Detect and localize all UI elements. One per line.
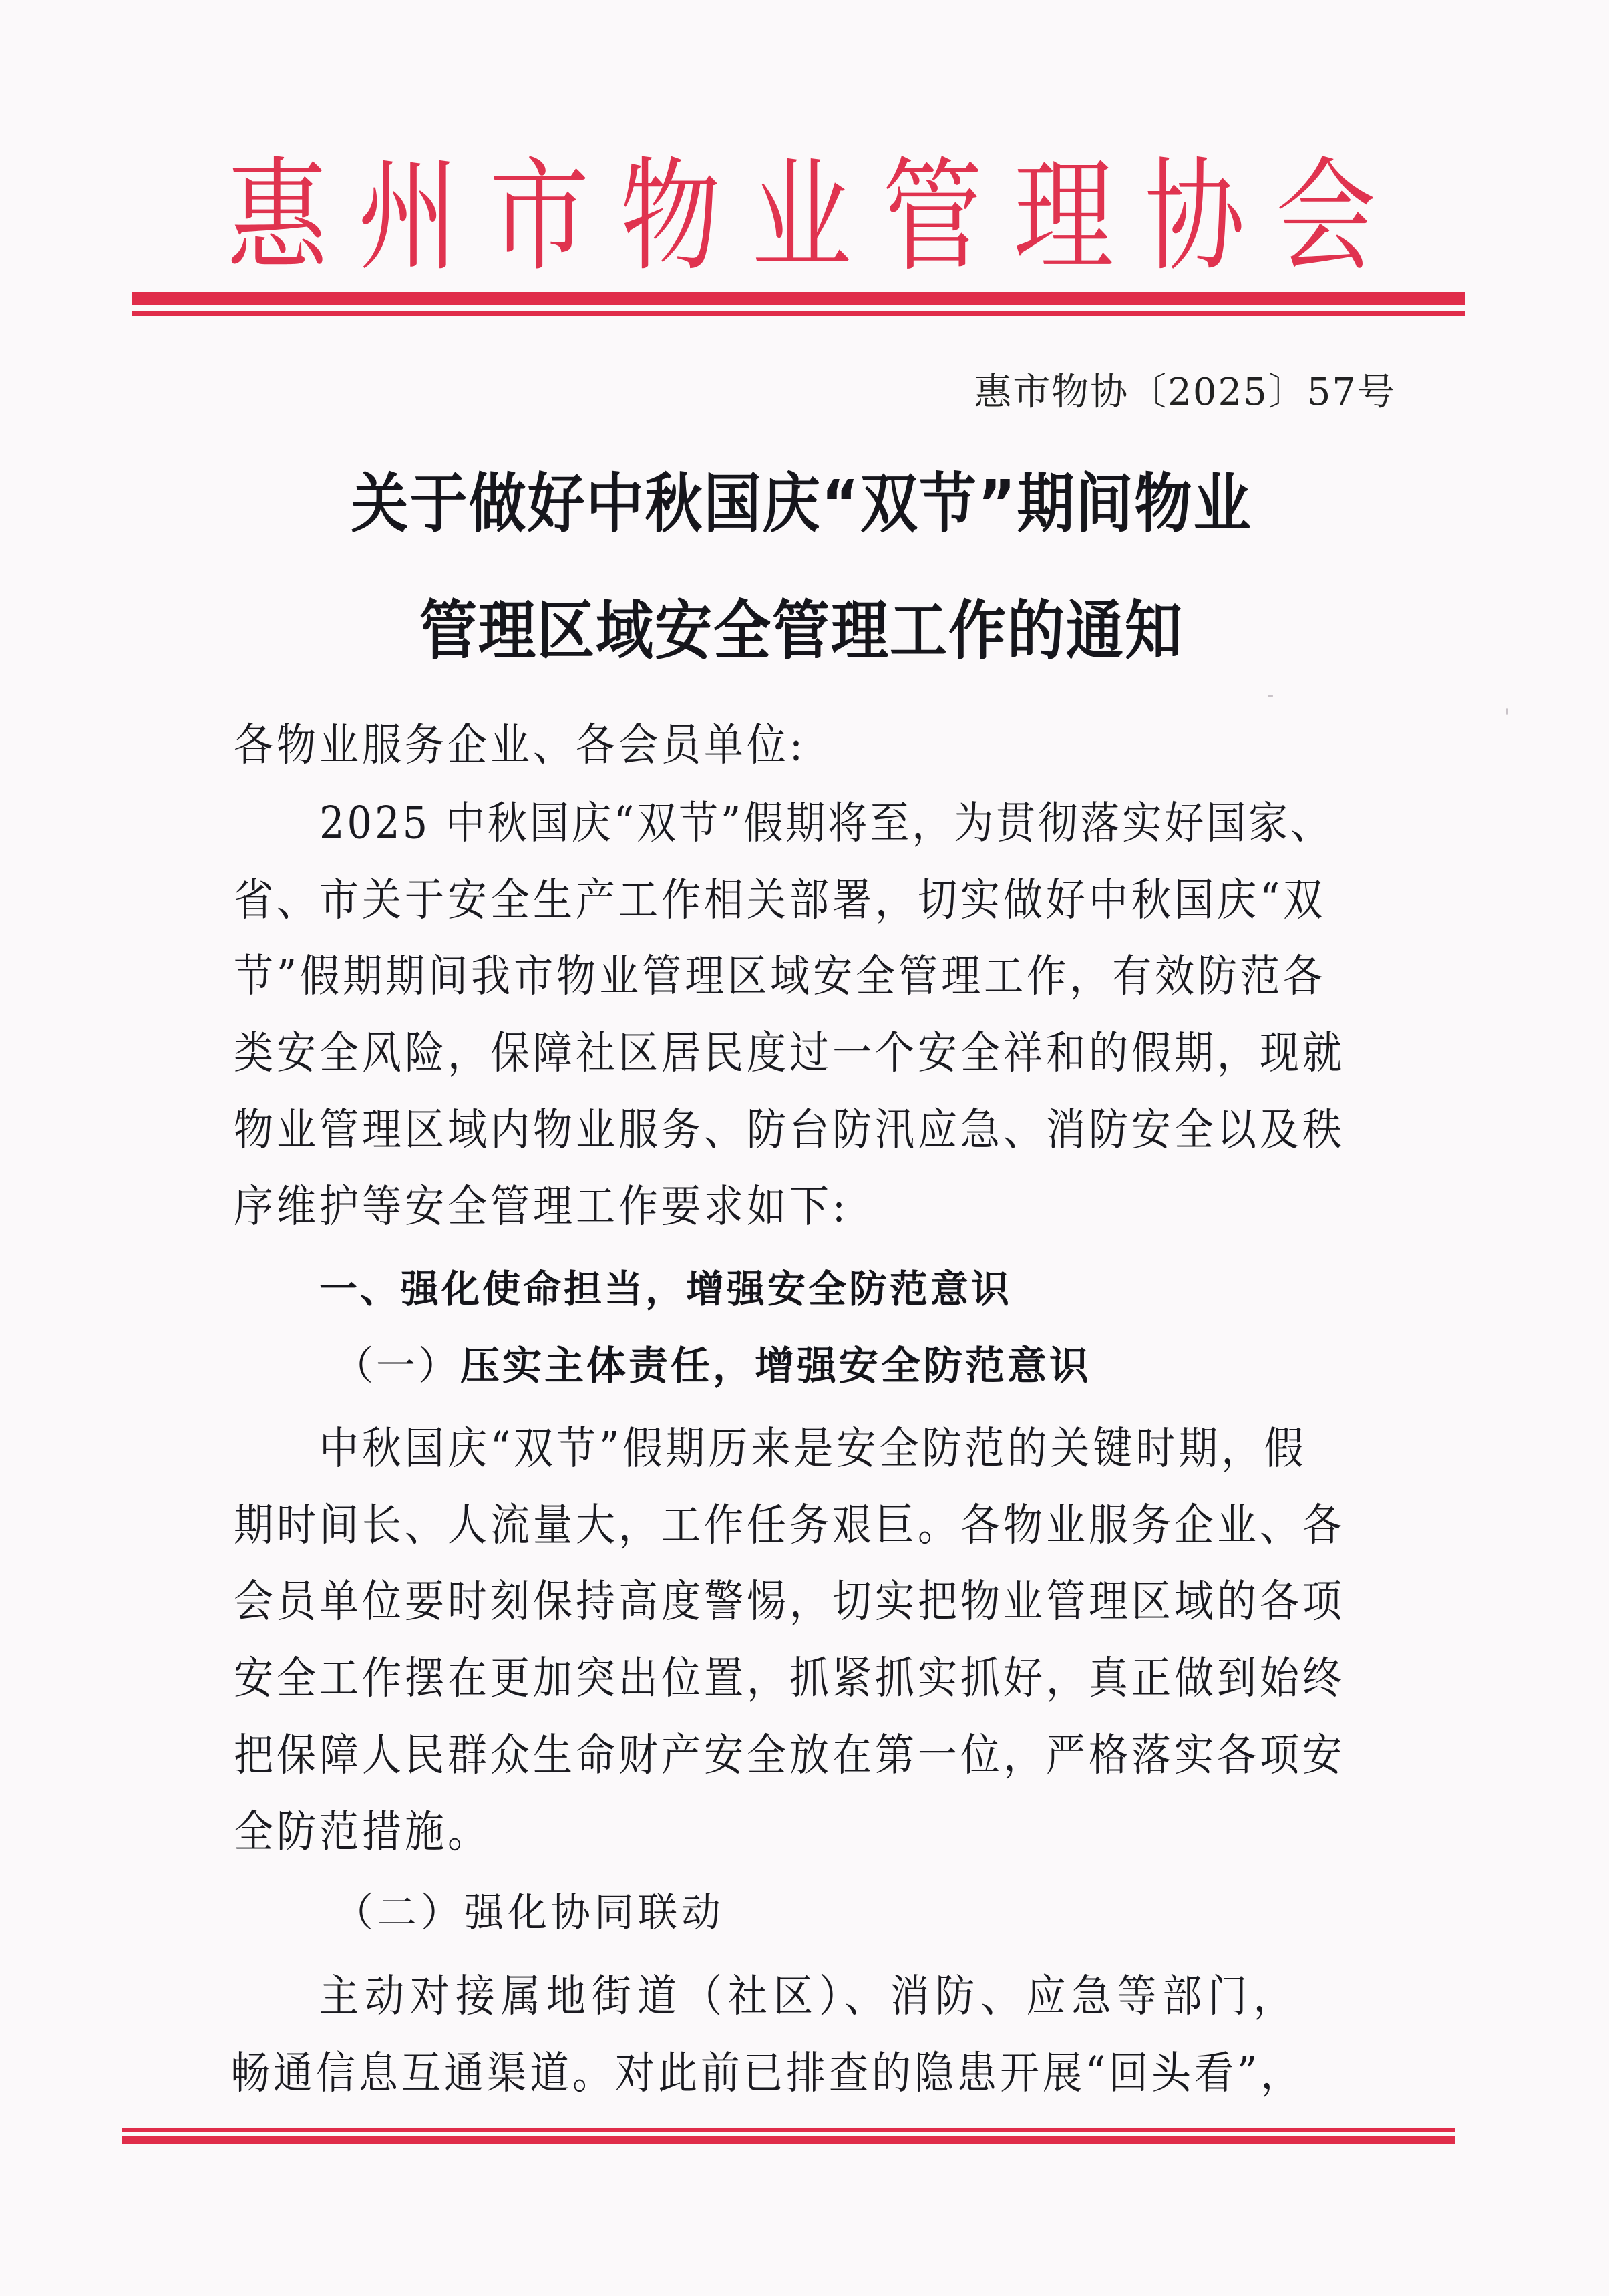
- intro-line: 物业管理区域内物业服务、防台防汛应急、消防安全以及秩: [234, 1103, 1346, 1156]
- letterhead-char: 州: [358, 146, 459, 289]
- scan-speck: [1268, 695, 1273, 697]
- subsection-heading: （二）强化协同联动: [334, 1889, 725, 1935]
- footer-rule-thick: [122, 2136, 1455, 2144]
- intro-line: 序维护等安全管理工作要求如下:: [234, 1180, 849, 1233]
- subsection-heading: [334, 1339, 1091, 1393]
- document-title-line-2: 管理区域安全管理工作的通知: [419, 594, 1184, 669]
- letterhead-char: 物: [620, 146, 721, 289]
- body-line: 中秋国庆“双节”假期历来是安全防范的关键时期，假: [319, 1422, 1307, 1474]
- letterhead-char: 会: [1275, 146, 1376, 289]
- intro-line: 类安全风险，保障社区居民度过一个安全祥和的假期，现就: [234, 1026, 1346, 1079]
- letterhead-char: 协: [1144, 146, 1245, 289]
- salutation: 各物业服务企业、各会员单位:: [234, 718, 806, 771]
- intro-line: 2025 中秋国庆“双节”假期将至，为贯彻落实好国家、: [319, 796, 1333, 849]
- body-line: 全防范措施。: [234, 1805, 491, 1858]
- intro-line: 节”假期期间我市物业管理区域安全管理工作，有效防范各: [234, 949, 1326, 1002]
- letterhead-char: 市: [489, 146, 590, 289]
- body-line: 把保障人民群众生命财产安全放在第一位，严格落实各项安: [234, 1728, 1346, 1781]
- body-line: 会员单位要时刻保持高度警惕，切实把物业管理区域的各项: [234, 1575, 1346, 1627]
- document-title-line-1: 关于做好中秋国庆“双节”期间物业: [351, 467, 1252, 542]
- letterhead-char: 管: [882, 146, 983, 289]
- letterhead-char: 业: [751, 146, 852, 289]
- body-line: 期时间长、人流量大，工作任务艰巨。各物业服务企业、各: [234, 1498, 1346, 1551]
- letterhead-title: [227, 146, 1376, 289]
- subsection-number: （一）: [334, 1343, 461, 1389]
- document-number: 惠市物协〔2025〕57号: [974, 371, 1396, 414]
- body-line: 畅通信息互通渠道。对此前已排查的隐患开展“回头看”，: [230, 2046, 1304, 2099]
- header-rule-thick: [132, 292, 1465, 305]
- header-rule-thin: [132, 311, 1465, 316]
- footer-rule-thin: [122, 2128, 1455, 2132]
- intro-line: 省、市关于安全生产工作相关部署，切实做好中秋国庆“双: [234, 873, 1326, 926]
- letterhead-char: 理: [1013, 146, 1114, 289]
- body-line: 主动对接属地街道（社区）、消防、应急等部门，: [319, 1969, 1299, 2022]
- letterhead-char: 惠: [227, 146, 328, 289]
- scan-speck: [1506, 708, 1508, 715]
- subsection-title: 压实主体责任，增强安全防范意识: [460, 1343, 1092, 1389]
- body-line: 安全工作摆在更加突出位置，抓紧抓实抓好，真正做到始终: [234, 1651, 1346, 1704]
- section-heading: 一、强化使命担当，增强安全防范意识: [319, 1267, 1012, 1311]
